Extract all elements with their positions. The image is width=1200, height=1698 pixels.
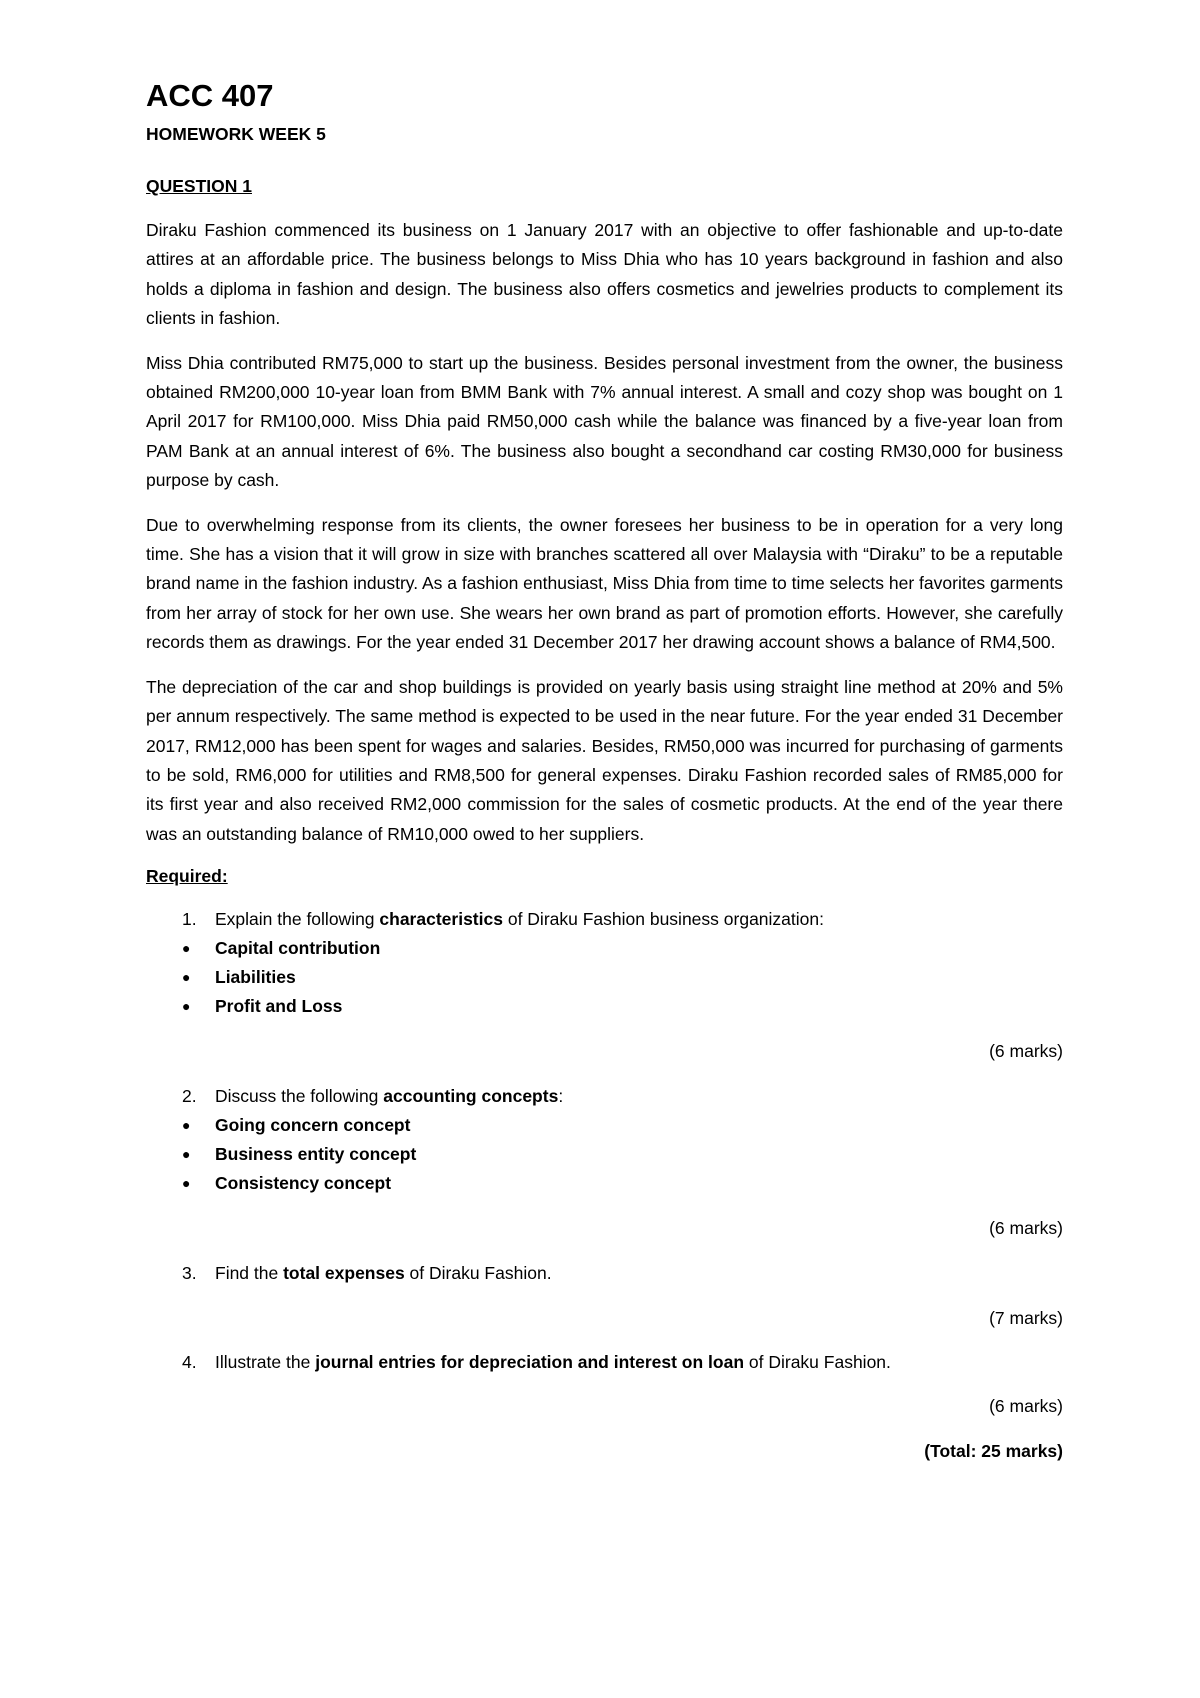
- bullet-icon: ●: [182, 1175, 191, 1192]
- item-number: 1.: [182, 909, 197, 930]
- item-text-bold: characteristics: [379, 909, 503, 930]
- item-text-before: Discuss the following: [215, 1086, 384, 1107]
- marks-item-4: (6 marks): [989, 1396, 1063, 1417]
- item-text-before: Explain the following: [215, 909, 380, 930]
- required-item-4: [146, 1348, 1063, 1377]
- item-number: 2.: [182, 1086, 197, 1107]
- paragraph-intro: Diraku Fashion commenced its business on 1 January 2017 with an objective to offer fashionable and up-to-date attires at an affordable price. The business belongs to Miss Dhia who has 10 years background in fashion and also holds a diploma in fashion and design. The business also offers cosmetics and jewelries products to complement its clients in fashion.: [146, 220, 1063, 329]
- bullet-text: Going concern concept: [215, 1115, 411, 1136]
- paragraph-vision: Due to overwhelming response from its clients, the owner foresees her business to be in operation for a very long time. She has a vision that it will grow in size with branches scattered all over Malaysia with “Diraku” to be a reputable brand name in the fashion industry. As a fashion enthusiast, Miss Dhia from time to time selects her favorites garments from her array of stock for her own use. She wears her own brand as part of promotion efforts. However, she carefully records them as drawings. For the year ended 31 December 2017 her drawing account shows a balance of RM4,500.: [146, 514, 1063, 653]
- item-text: [215, 1082, 563, 1111]
- item-text: [215, 1259, 552, 1288]
- bullet-icon: ●: [182, 940, 191, 957]
- bullet-item: [146, 1140, 1063, 1169]
- homework-title: HOMEWORK WEEK 5: [146, 124, 326, 144]
- item-text-after: :: [558, 1086, 564, 1107]
- marks-item-2: (6 marks): [989, 1218, 1063, 1239]
- paragraph-depreciation: The depreciation of the car and shop buildings is provided on yearly basis using straight line method at 20% and 5% per annum respectively. The same method is expected to be used in the near future. For the year ended 31 December 2017, RM12,000 has been spent for wages and salaries. Besides, RM50,000 was incurred for purchasing of garments to be sold, RM6,000 for utilities and RM8,500 for general expenses. Diraku Fashion recorded sales of RM85,000 for its first year and also received RM2,000 commission for the sales of cosmetic products. At the end of the year there was an outstanding balance of RM10,000 owed to her suppliers.: [146, 676, 1063, 844]
- item-number: 4.: [182, 1352, 197, 1373]
- item-text-bold: total expenses: [283, 1263, 405, 1284]
- item-text: [215, 905, 824, 934]
- marks-item-1: (6 marks): [989, 1041, 1063, 1062]
- bullet-item: [146, 963, 1063, 992]
- item-text-after: of Diraku Fashion.: [744, 1352, 891, 1373]
- item-text-bold: accounting concepts: [383, 1086, 559, 1107]
- bullet-icon: ●: [182, 998, 191, 1015]
- item-text-after: of Diraku Fashion business organization:: [502, 909, 824, 930]
- total-marks: (Total: 25 marks): [924, 1441, 1063, 1462]
- bullet-text: Consistency concept: [215, 1173, 392, 1194]
- bullet-icon: ●: [182, 1146, 191, 1163]
- bullet-text: Profit and Loss: [215, 996, 343, 1017]
- question-heading: QUESTION 1: [146, 176, 252, 196]
- bullet-item: [146, 934, 1063, 963]
- bullet-text: Business entity concept: [215, 1144, 417, 1165]
- required-item-3: [146, 1259, 1063, 1288]
- required-heading: Required:: [146, 866, 228, 887]
- bullet-item: [146, 992, 1063, 1021]
- item-text-before: Illustrate the: [215, 1352, 316, 1373]
- required-item-2: [146, 1082, 1063, 1111]
- bullet-text: Liabilities: [215, 967, 296, 988]
- paragraph-capital: Miss Dhia contributed RM75,000 to start up the business. Besides personal investment from the owner, the business obtained RM200,000 10-year loan from BMM Bank with 7% annual interest. A small and cozy shop was bought on 1 April 2017 for RM100,000. Miss Dhia paid RM50,000 cash while the balance was financed by a five-year loan from PAM Bank at an annual interest of 6%. The business also bought a secondhand car costing RM30,000 for business purpose by cash.: [146, 352, 1063, 491]
- bullet-icon: ●: [182, 969, 191, 986]
- course-code: ACC 407: [146, 78, 274, 113]
- item-text-before: Find the: [215, 1263, 284, 1284]
- item-number: 3.: [182, 1263, 197, 1284]
- required-item-1: [146, 905, 1063, 934]
- item-text-bold: journal entries for depreciation and interest on loan: [315, 1352, 745, 1373]
- item-text-after: of Diraku Fashion.: [404, 1263, 552, 1284]
- item-text: [215, 1348, 891, 1377]
- bullet-item: [146, 1169, 1063, 1198]
- bullet-text: Capital contribution: [215, 938, 381, 959]
- bullet-item: [146, 1111, 1063, 1140]
- marks-item-3: (7 marks): [989, 1308, 1063, 1329]
- bullet-icon: ●: [182, 1117, 191, 1134]
- document-page: [146, 76, 1063, 1466]
